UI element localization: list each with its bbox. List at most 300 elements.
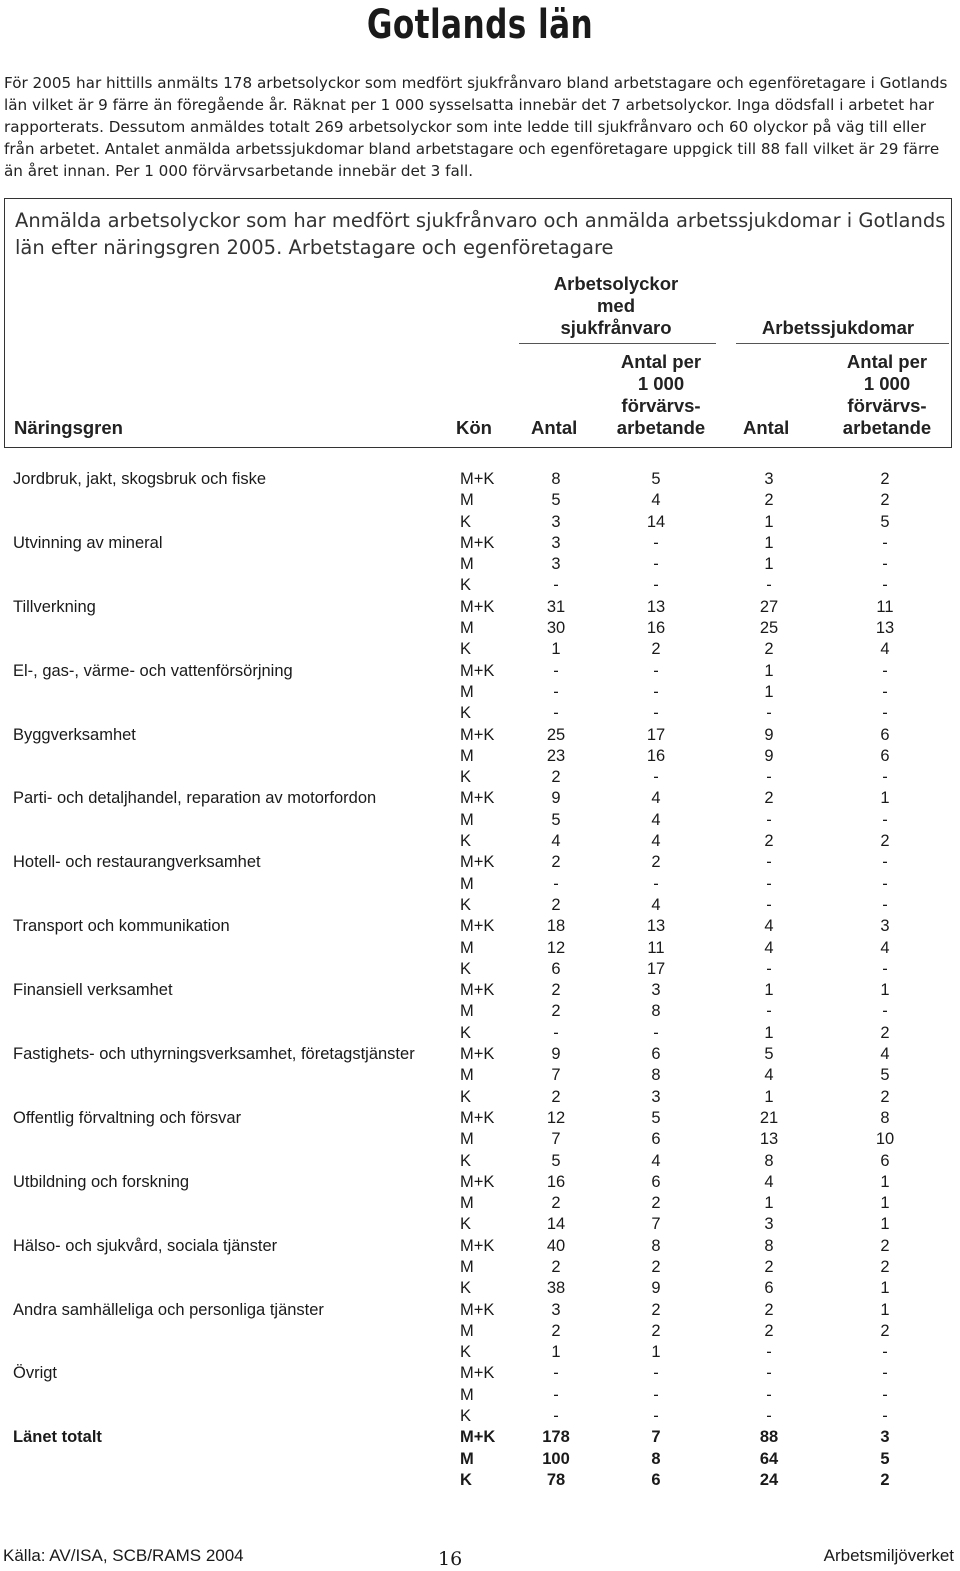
row-value-col4: 6: [880, 1151, 890, 1170]
row-kon: K: [460, 1343, 472, 1362]
row-value-col2: 8: [651, 1002, 661, 1021]
row-value-col1: -: [553, 576, 559, 595]
row-value-col1: 31: [546, 597, 566, 616]
row-value-col2: 2: [651, 1321, 661, 1340]
row-value-col3: -: [766, 959, 772, 978]
col-header-antal-2: Antal: [743, 417, 790, 438]
table-row: [0, 874, 960, 895]
row-value-col3: -: [766, 1343, 772, 1362]
row-value-col4: 1: [880, 1300, 890, 1319]
row-value-col1: 8: [551, 470, 561, 488]
row-value-col1: 1: [551, 1343, 561, 1362]
row-value-col4: -: [882, 1002, 888, 1021]
row-value-col1: 9: [551, 789, 561, 808]
group1-line2: med: [596, 295, 636, 316]
table-row: [0, 1342, 960, 1363]
table-row: [0, 1300, 960, 1321]
row-value-col3: 2: [764, 789, 774, 808]
row-naringsgren: Finansiell verksamhet: [13, 981, 173, 1000]
table-row: [0, 1172, 960, 1193]
table-row: [0, 490, 960, 511]
source-note: Källa: AV/ISA, SCB/RAMS 2004: [3, 1546, 244, 1565]
row-value-col4: -: [882, 704, 888, 723]
per-line4: arbetande: [616, 417, 706, 438]
row-kon: M: [460, 1449, 474, 1468]
row-value-col1: 7: [551, 1130, 561, 1149]
row-naringsgren: Tillverkning: [13, 597, 96, 616]
row-value-col1: 18: [546, 917, 566, 936]
row-value-col2: 2: [651, 853, 661, 872]
row-value-col3: 6: [764, 1279, 774, 1298]
table-row: [0, 682, 960, 703]
row-value-col1: -: [553, 682, 559, 701]
per-line3: förvärvs-: [847, 395, 927, 416]
row-kon: M+K: [460, 917, 495, 936]
row-value-col2: 6: [651, 1045, 661, 1064]
per-line1: Antal per: [620, 351, 702, 372]
row-value-col2: -: [653, 874, 659, 893]
table-row: [0, 1044, 960, 1065]
row-value-col2: -: [653, 1385, 659, 1404]
table-row: [0, 554, 960, 575]
table-row: [0, 1087, 960, 1108]
row-value-col3: 2: [764, 491, 774, 510]
table-row: [0, 1427, 960, 1448]
row-kon: M+K: [460, 1300, 495, 1319]
row-value-col2: 2: [651, 1257, 661, 1276]
row-naringsgren: Fastighets- och uthyrningsverksamhet, företagstjänster: [13, 1045, 415, 1064]
table-row: [0, 1236, 960, 1257]
table-row: [0, 1214, 960, 1235]
row-kon: K: [460, 768, 472, 787]
row-value-col2: 13: [646, 597, 666, 616]
row-value-col1: 12: [546, 938, 566, 957]
row-value-col4: -: [882, 768, 888, 787]
per-line1: Antal per: [846, 351, 928, 372]
row-value-col3: -: [766, 1407, 772, 1426]
row-value-col4: 2: [880, 1023, 890, 1042]
row-value-col2: 5: [651, 1108, 661, 1127]
table-row: [0, 959, 960, 980]
row-kon: K: [460, 704, 472, 723]
row-kon: M+K: [460, 1428, 496, 1447]
row-value-col3: -: [766, 853, 772, 872]
row-value-col2: 2: [651, 1300, 661, 1319]
row-value-col1: 5: [551, 1151, 561, 1170]
row-value-col2: 2: [651, 1194, 661, 1213]
row-kon: M: [460, 1066, 474, 1085]
row-naringsgren: Utvinning av mineral: [13, 533, 163, 552]
row-value-col4: 8: [880, 1108, 890, 1127]
per-line4: arbetande: [842, 417, 932, 438]
row-value-col3: 13: [759, 1130, 779, 1149]
row-kon: M+K: [460, 981, 495, 1000]
row-kon: K: [460, 959, 472, 978]
row-naringsgren: Byggverksamhet: [13, 725, 136, 744]
row-value-col3: 25: [759, 619, 779, 638]
row-naringsgren: Utbildning och forskning: [13, 1172, 190, 1191]
row-kon: M+K: [460, 853, 495, 872]
table-row: [0, 597, 960, 618]
row-kon: K: [460, 1151, 472, 1170]
table-row: [0, 1023, 960, 1044]
table-row: [0, 1001, 960, 1022]
row-naringsgren: Andra samhälleliga och personliga tjänster: [13, 1300, 324, 1319]
row-value-col1: 5: [551, 810, 561, 829]
row-value-col4: 5: [880, 1066, 890, 1085]
row-value-col4: 2: [880, 1236, 890, 1255]
row-value-col2: -: [653, 1364, 659, 1383]
row-value-col3: 1: [764, 1087, 774, 1106]
group-header-arbetsolyckor: [521, 273, 711, 339]
row-value-col1: 40: [546, 1236, 566, 1255]
row-value-col3: 21: [759, 1108, 779, 1127]
row-kon: K: [460, 1279, 472, 1298]
row-value-col3: 27: [759, 597, 779, 616]
row-kon: M: [460, 682, 474, 701]
row-value-col3: 2: [764, 1257, 774, 1276]
row-value-col3: 3: [764, 470, 774, 488]
table-row: [0, 1257, 960, 1278]
row-value-col4: 11: [876, 597, 894, 616]
row-value-col1: 2: [551, 1194, 561, 1213]
row-value-col1: -: [553, 1364, 559, 1383]
row-value-col1: 2: [551, 768, 561, 787]
row-kon: M: [460, 1257, 474, 1276]
row-value-col1: 9: [551, 1045, 561, 1064]
row-kon: M+K: [460, 533, 495, 552]
row-kon: M: [460, 1002, 474, 1021]
row-value-col4: 2: [880, 1087, 890, 1106]
row-value-col2: 16: [646, 746, 666, 765]
row-value-col4: 5: [880, 512, 890, 531]
row-kon: M+K: [460, 1364, 495, 1383]
table-header-box: [4, 198, 952, 448]
row-value-col1: -: [553, 1407, 559, 1426]
row-value-col3: 5: [764, 1045, 774, 1064]
row-value-col3: 2: [764, 640, 774, 659]
row-value-col4: 2: [880, 1257, 890, 1276]
row-value-col2: 6: [651, 1172, 661, 1191]
row-value-col1: -: [553, 874, 559, 893]
row-value-col1: 25: [546, 725, 566, 744]
row-value-col3: 8: [764, 1236, 774, 1255]
row-value-col2: 8: [651, 1066, 661, 1085]
row-value-col4: 2: [880, 491, 890, 510]
row-value-col1: -: [553, 1385, 559, 1404]
row-value-col4: -: [882, 576, 888, 595]
row-value-col1: 3: [551, 555, 561, 574]
row-kon: M: [460, 1385, 474, 1404]
row-value-col3: 8: [764, 1151, 774, 1170]
row-value-col4: -: [882, 1407, 888, 1426]
table-row: [0, 1193, 960, 1214]
row-value-col4: 5: [880, 1449, 890, 1468]
group1-line3: sjukfrånvaro: [560, 317, 672, 338]
row-value-col3: -: [766, 895, 772, 914]
row-value-col1: 2: [551, 981, 561, 1000]
table-row: [0, 533, 960, 554]
row-value-col1: 2: [551, 853, 561, 872]
table-row: [0, 1065, 960, 1086]
group-underline-1: [519, 343, 716, 344]
row-value-col2: 3: [651, 981, 661, 1000]
row-kon: M+K: [460, 470, 495, 488]
row-value-col3: -: [766, 768, 772, 787]
table-row: [0, 746, 960, 767]
row-value-col4: 3: [880, 1428, 890, 1447]
row-value-col1: -: [553, 661, 559, 680]
row-value-col3: 4: [764, 938, 774, 957]
row-value-col4: -: [882, 1385, 888, 1404]
row-value-col1: 2: [551, 1321, 561, 1340]
row-value-col2: 2: [651, 640, 661, 659]
row-naringsgren: El-, gas-, värme- och vattenförsörjning: [13, 661, 293, 680]
row-kon: M+K: [460, 725, 495, 744]
row-kon: M+K: [460, 1108, 495, 1127]
row-value-col4: -: [882, 661, 888, 680]
group1-line1: Arbetsolyckor: [553, 273, 679, 294]
row-value-col2: 5: [651, 470, 661, 488]
row-value-col4: 4: [880, 1045, 890, 1064]
row-value-col2: 1: [651, 1343, 661, 1362]
row-naringsgren: Övrigt: [13, 1364, 58, 1383]
row-value-col3: 9: [764, 725, 774, 744]
row-value-col1: 3: [551, 533, 561, 552]
row-value-col2: 4: [651, 789, 661, 808]
row-value-col4: 1: [880, 1215, 890, 1234]
row-value-col3: 2: [764, 1321, 774, 1340]
table-row: [0, 788, 960, 809]
table-body: [0, 469, 960, 1491]
row-value-col3: 1: [764, 512, 774, 531]
row-value-col3: 1: [764, 533, 774, 552]
col-header-antal-1: Antal: [531, 417, 578, 438]
row-value-col1: 1: [551, 640, 561, 659]
row-value-col4: 2: [880, 1321, 890, 1340]
row-value-col1: 2: [551, 1257, 561, 1276]
row-value-col2: -: [653, 1407, 659, 1426]
row-value-col1: 16: [546, 1172, 566, 1191]
row-value-col2: 4: [651, 895, 661, 914]
row-kon: M: [460, 1130, 474, 1149]
row-kon: K: [460, 1023, 472, 1042]
table-row: [0, 916, 960, 937]
row-value-col1: 6: [551, 959, 561, 978]
row-value-col3: 1: [764, 555, 774, 574]
row-value-col1: -: [553, 1023, 559, 1042]
table-row: [0, 1406, 960, 1427]
row-value-col3: -: [766, 1002, 772, 1021]
row-value-col4: 6: [880, 725, 890, 744]
table-row: [0, 661, 960, 682]
row-kon: K: [460, 1087, 472, 1106]
table-row: [0, 895, 960, 916]
row-value-col4: -: [882, 959, 888, 978]
row-value-col2: -: [653, 555, 659, 574]
row-value-col3: 2: [764, 1300, 774, 1319]
row-value-col4: 2: [880, 1470, 890, 1489]
row-value-col1: 2: [551, 1002, 561, 1021]
row-value-col4: -: [882, 895, 888, 914]
row-value-col3: 9: [764, 746, 774, 765]
table-row: [0, 703, 960, 724]
row-value-col2: 4: [651, 832, 661, 851]
row-value-col3: 4: [764, 1172, 774, 1191]
table-row: [0, 725, 960, 746]
table-row: [0, 1151, 960, 1172]
row-naringsgren: Hotell- och restaurangverksamhet: [13, 853, 261, 872]
page-title: Gotlands län: [366, 2, 594, 48]
row-value-col2: 11: [647, 938, 665, 957]
table-row: [0, 1363, 960, 1384]
row-value-col3: -: [766, 704, 772, 723]
table-row: [0, 1129, 960, 1150]
row-value-col3: 1: [764, 981, 774, 1000]
row-value-col2: 16: [646, 619, 666, 638]
table-row: [0, 938, 960, 959]
group-underline-2: [736, 343, 949, 344]
row-kon: M: [460, 491, 474, 510]
row-value-col3: 24: [759, 1470, 779, 1489]
row-kon: K: [460, 832, 472, 851]
row-value-col4: 3: [880, 917, 890, 936]
row-value-col4: -: [882, 853, 888, 872]
row-kon: M+K: [460, 789, 495, 808]
row-kon: M: [460, 1194, 474, 1213]
per-line2: 1 000: [637, 373, 685, 394]
row-value-col4: 4: [880, 640, 890, 659]
row-kon: K: [460, 1470, 472, 1489]
row-kon: K: [460, 512, 472, 531]
row-kon: M+K: [460, 661, 495, 680]
row-value-col1: -: [553, 704, 559, 723]
table-row: [0, 1449, 960, 1470]
row-value-col3: -: [766, 1385, 772, 1404]
row-value-col2: -: [653, 1023, 659, 1042]
page-number: 16: [438, 1548, 463, 1570]
row-value-col3: -: [766, 576, 772, 595]
table-row: [0, 852, 960, 873]
row-value-col2: -: [653, 533, 659, 552]
row-value-col1: 2: [551, 1087, 561, 1106]
per-line2: 1 000: [863, 373, 911, 394]
table-row: [0, 810, 960, 831]
row-naringsgren: Parti- och detaljhandel, reparation av motorfordon: [13, 789, 377, 808]
row-value-col3: -: [766, 1364, 772, 1383]
row-value-col2: 4: [651, 491, 661, 510]
row-value-col2: 7: [651, 1215, 661, 1234]
row-kon: M+K: [460, 1045, 495, 1064]
row-value-col4: 4: [880, 938, 890, 957]
table-title: Anmälda arbetsolyckor som har medfört sjukfrånvaro och anmälda arbetssjukdomar i Gotlands län efter näringsgren 2005. Arbetstagare och egenföretagare: [15, 209, 946, 259]
per-line3: förvärvs-: [621, 395, 701, 416]
row-value-col3: 1: [764, 1194, 774, 1213]
row-naringsgren: Hälso- och sjukvård, sociala tjänster: [13, 1236, 278, 1255]
row-kon: M: [460, 1321, 474, 1340]
intro-text: [4, 72, 956, 182]
row-value-col4: 10: [875, 1130, 895, 1149]
row-kon: M: [460, 938, 474, 957]
row-value-col2: -: [653, 661, 659, 680]
row-value-col1: 3: [551, 512, 561, 531]
row-kon: M: [460, 746, 474, 765]
row-kon: M: [460, 810, 474, 829]
row-value-col4: 1: [880, 981, 890, 1000]
row-kon: K: [460, 1407, 472, 1426]
row-value-col4: 6: [880, 746, 890, 765]
row-value-col2: -: [653, 682, 659, 701]
col-header-per1000-2: [827, 351, 947, 439]
table-row: [0, 469, 960, 490]
row-value-col3: 4: [764, 917, 774, 936]
row-value-col1: 4: [551, 832, 561, 851]
row-kon: M+K: [460, 597, 495, 616]
row-naringsgren: Transport och kommunikation: [13, 917, 230, 936]
row-value-col2: -: [653, 704, 659, 723]
row-value-col4: 2: [880, 832, 890, 851]
row-value-col1: 178: [542, 1428, 570, 1447]
row-value-col4: 2: [880, 470, 890, 488]
publisher: Arbetsmiljöverket: [823, 1546, 954, 1565]
row-value-col1: 100: [542, 1449, 570, 1468]
table-row: [0, 639, 960, 660]
row-value-col2: 3: [651, 1087, 661, 1106]
row-value-col4: -: [882, 874, 888, 893]
table-row: [0, 1108, 960, 1129]
row-value-col3: 1: [764, 661, 774, 680]
row-value-col4: 1: [880, 789, 890, 808]
row-value-col3: -: [766, 874, 772, 893]
row-value-col3: 4: [764, 1066, 774, 1085]
row-kon: M+K: [460, 1172, 495, 1191]
row-value-col4: -: [882, 1343, 888, 1362]
row-kon: K: [460, 640, 472, 659]
row-value-col2: 8: [651, 1236, 661, 1255]
table-row: [0, 1278, 960, 1299]
row-value-col3: 1: [764, 682, 774, 701]
table-row: [0, 1321, 960, 1342]
row-value-col2: 4: [651, 1151, 661, 1170]
row-value-col1: 30: [546, 619, 566, 638]
row-value-col2: -: [653, 576, 659, 595]
row-naringsgren: Offentlig förvaltning och försvar: [13, 1108, 242, 1127]
row-value-col3: -: [766, 810, 772, 829]
row-value-col1: 5: [551, 491, 561, 510]
row-value-col4: -: [882, 1364, 888, 1383]
row-kon: K: [460, 576, 472, 595]
row-kon: K: [460, 1215, 472, 1234]
row-value-col2: 9: [651, 1279, 661, 1298]
row-value-col2: 7: [651, 1428, 661, 1447]
row-value-col4: -: [882, 533, 888, 552]
table-row: [0, 980, 960, 1001]
row-value-col2: 17: [646, 725, 666, 744]
row-value-col2: 14: [646, 512, 666, 531]
row-value-col1: 3: [551, 1300, 561, 1319]
row-value-col3: 3: [764, 1215, 774, 1234]
row-value-col3: 88: [759, 1428, 779, 1447]
row-kon: M+K: [460, 1236, 495, 1255]
table-row: [0, 831, 960, 852]
row-value-col4: 1: [880, 1194, 890, 1213]
row-value-col1: 23: [546, 746, 566, 765]
row-value-col4: 13: [875, 619, 895, 638]
row-value-col4: 1: [880, 1172, 890, 1191]
row-naringsgren: Jordbruk, jakt, skogsbruk och fiske: [13, 470, 267, 488]
row-value-col4: -: [882, 810, 888, 829]
row-value-col1: 38: [546, 1279, 566, 1298]
